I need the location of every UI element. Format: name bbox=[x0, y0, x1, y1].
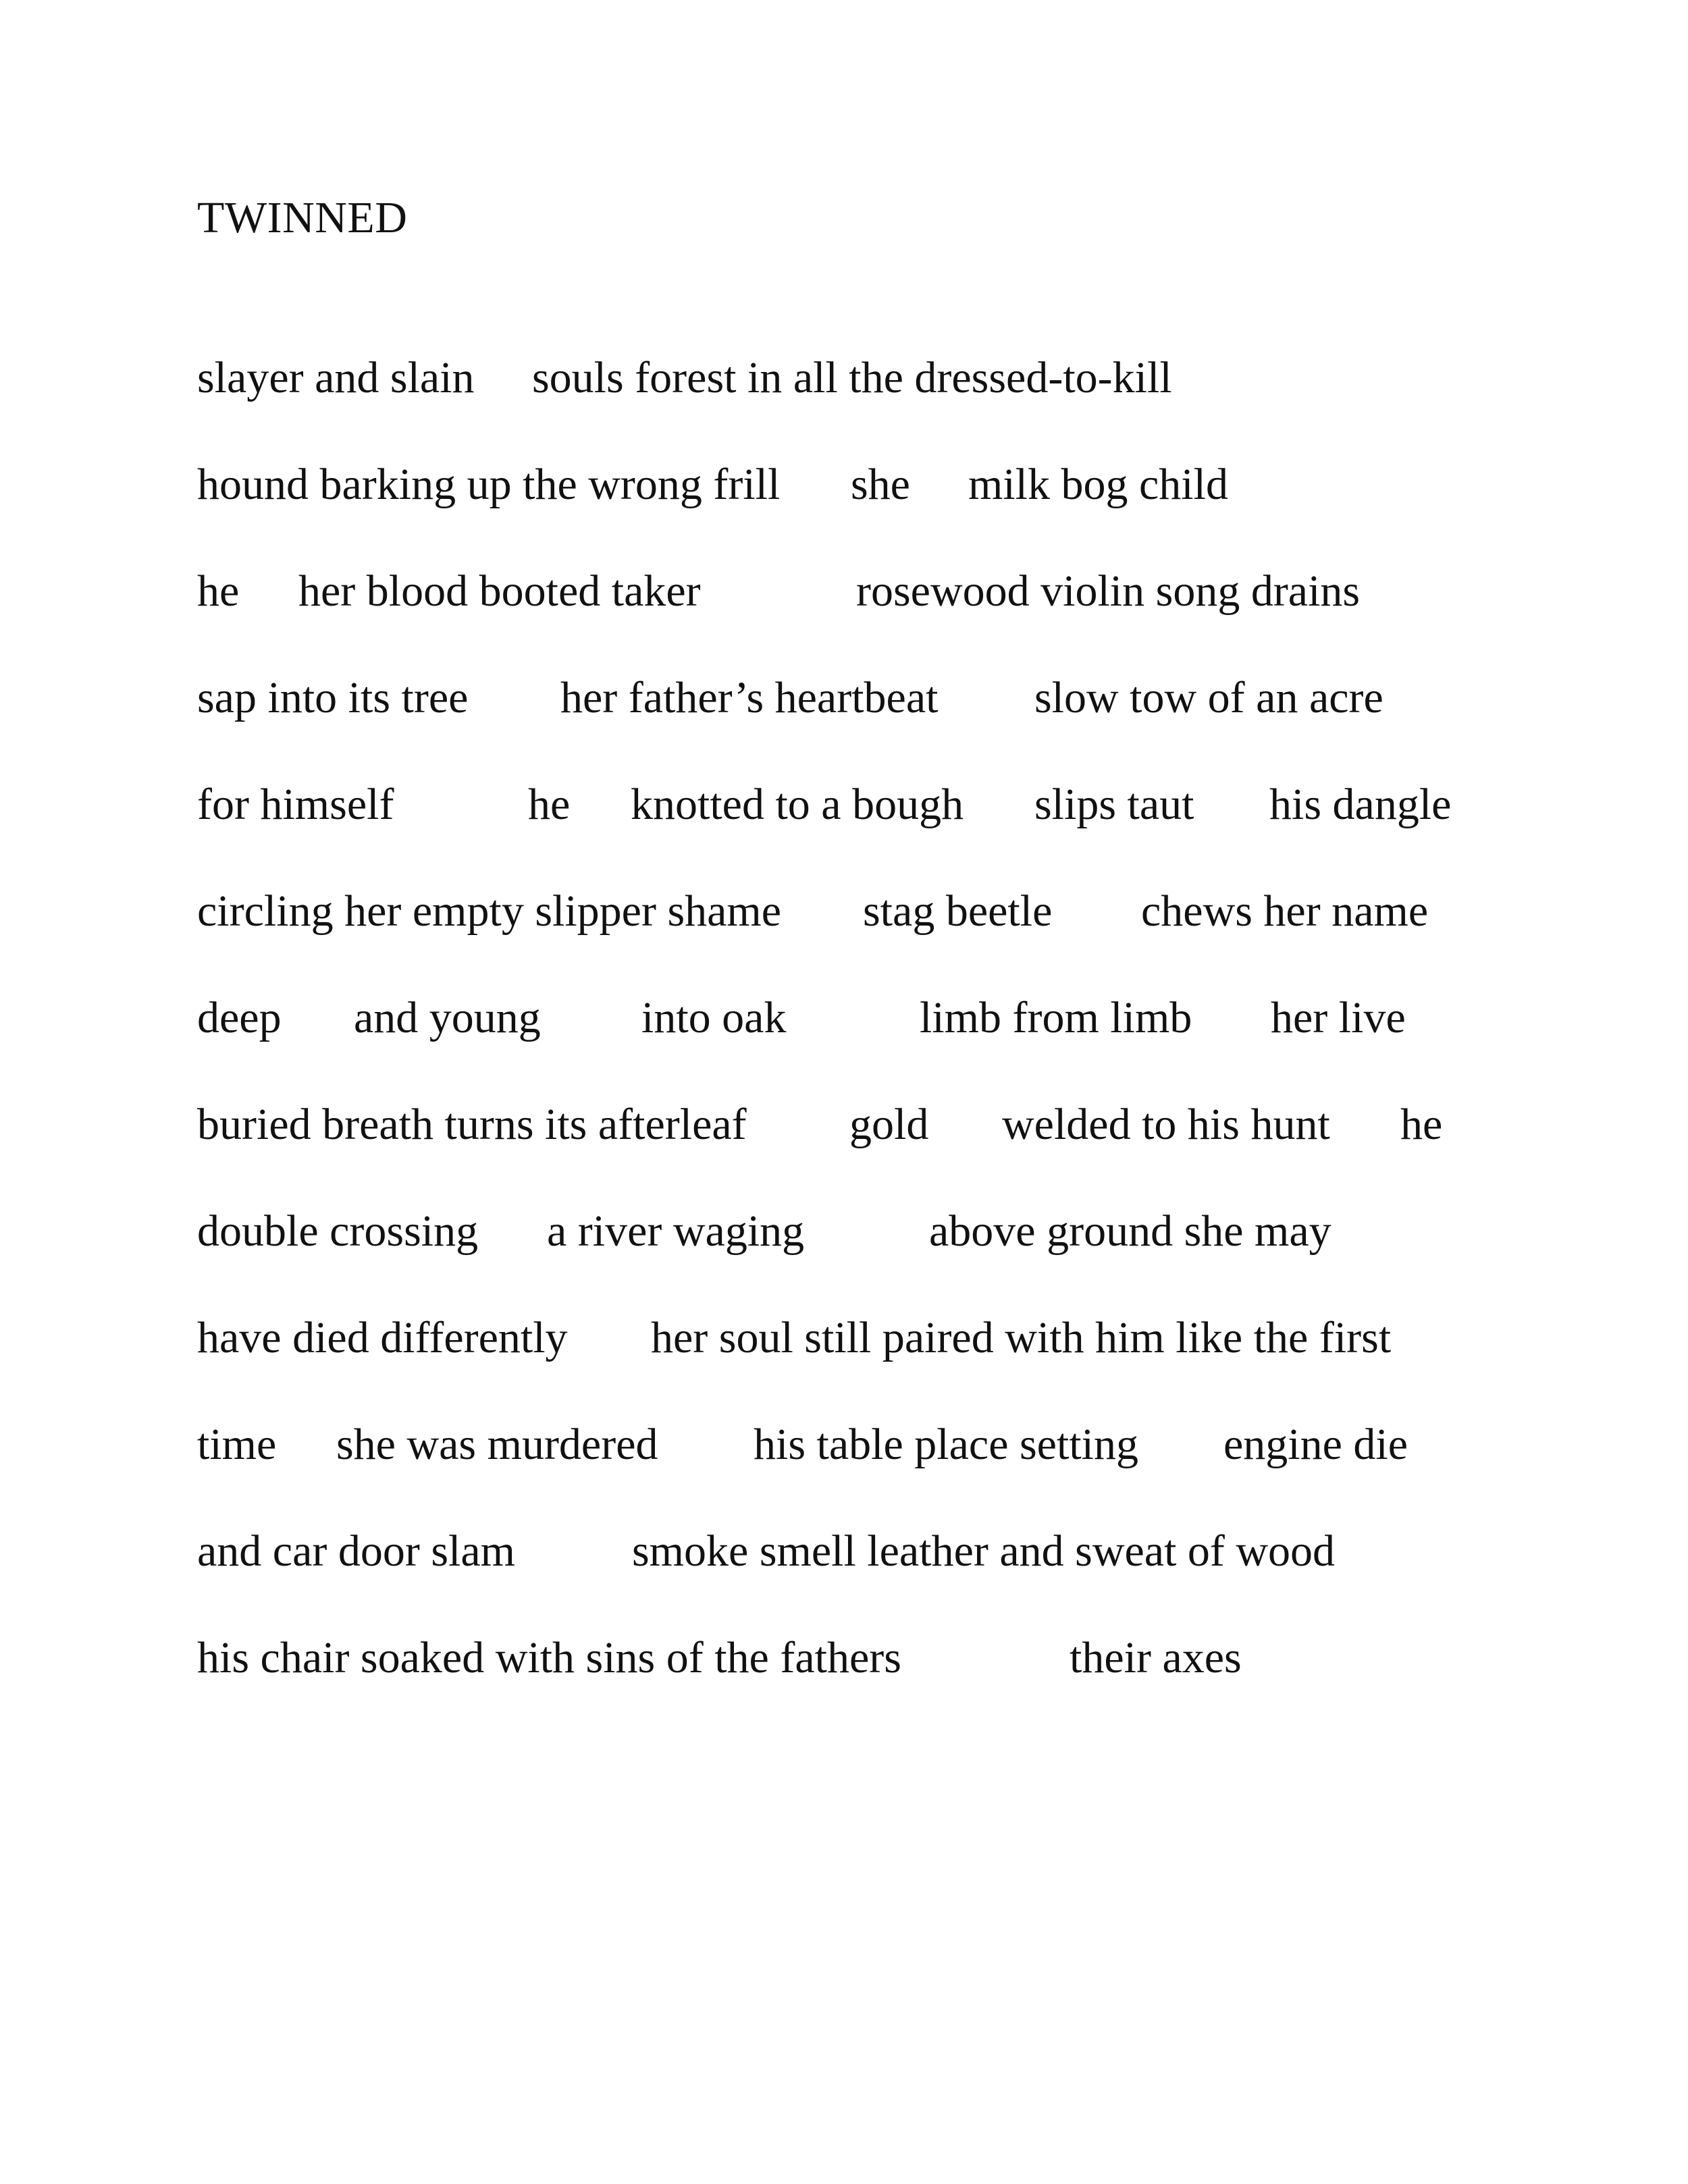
line-segment: a river waging bbox=[547, 1206, 805, 1256]
line-segment: his table place setting bbox=[754, 1420, 1138, 1469]
line-segment: her blood booted taker bbox=[298, 566, 701, 616]
line-segment: double crossing bbox=[197, 1206, 479, 1256]
line-segment: he bbox=[197, 566, 240, 616]
line-segment: gold bbox=[849, 1100, 929, 1149]
line-segment: chews her name bbox=[1141, 886, 1429, 936]
line-segment: milk bog child bbox=[968, 460, 1228, 509]
line-segment: his chair soaked with sins of the fathers bbox=[197, 1633, 901, 1682]
line-segment: and car door slam bbox=[197, 1526, 515, 1576]
poem-body bbox=[197, 0, 1548, 2184]
line-segment: slayer and slain bbox=[197, 353, 475, 402]
line-segment: circling her empty slipper shame bbox=[197, 886, 782, 936]
line-segment: limb from limb bbox=[920, 993, 1192, 1042]
line-segment: time bbox=[197, 1420, 277, 1469]
line-segment: she was murdered bbox=[336, 1420, 658, 1469]
line-segment: into oak bbox=[641, 993, 787, 1042]
line-segment: souls forest in all the dressed-to-kill bbox=[532, 353, 1172, 402]
line-segment: their axes bbox=[1070, 1633, 1242, 1682]
line-segment: welded to his hunt bbox=[1002, 1100, 1330, 1149]
line-segment: and young bbox=[354, 993, 541, 1042]
line-segment: she bbox=[851, 460, 910, 509]
line-segment: slips taut bbox=[1034, 780, 1194, 829]
line-segment: he bbox=[528, 780, 571, 829]
line-segment: sap into its tree bbox=[197, 673, 469, 722]
line-segment: engine die bbox=[1223, 1420, 1408, 1469]
line-segment: slow tow of an acre bbox=[1034, 673, 1383, 722]
line-segment: smoke smell leather and sweat of wood bbox=[632, 1526, 1336, 1576]
line-segment: her soul still paired with him like the first bbox=[651, 1313, 1392, 1362]
line-segment: hound barking up the wrong frill bbox=[197, 460, 781, 509]
line-segment: have died differently bbox=[197, 1313, 568, 1362]
line-segment: deep bbox=[197, 993, 282, 1042]
line-segment: buried breath turns its afterleaf bbox=[197, 1100, 747, 1149]
line-segment: rosewood violin song drains bbox=[856, 566, 1361, 616]
poem-title: TWINNED bbox=[197, 193, 408, 242]
line-segment: for himself bbox=[197, 780, 394, 829]
line-segment: her live bbox=[1271, 993, 1406, 1042]
line-segment: stag beetle bbox=[863, 886, 1053, 936]
line-segment: knotted to a bough bbox=[631, 780, 964, 829]
line-segment: her father’s heartbeat bbox=[560, 673, 939, 722]
line-segment: his dangle bbox=[1269, 780, 1452, 829]
line-segment: above ground she may bbox=[929, 1206, 1331, 1256]
line-segment: he bbox=[1400, 1100, 1443, 1149]
